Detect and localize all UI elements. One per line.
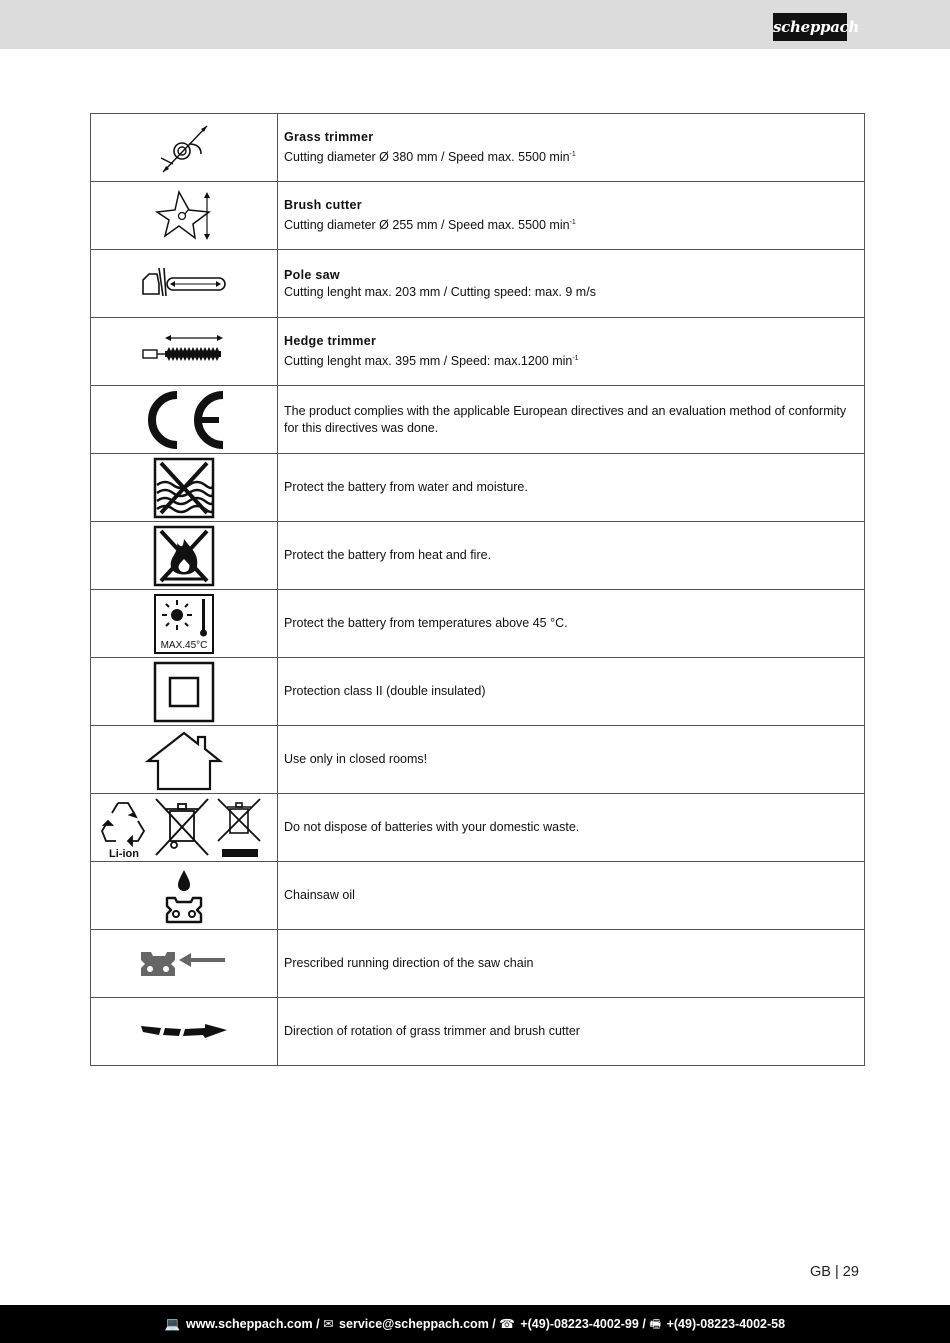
battery-disposal-icon [98,795,270,861]
footer-phone: +(49)-08223-4002-99 [520,1317,639,1331]
table-row [91,454,865,522]
page-number: GB | 29 [810,1264,859,1280]
item-description: Protection class II (double insulated) [278,658,865,726]
icon-label: MAX.45°C [160,639,208,651]
superscript: -1 [572,355,579,362]
item-description: Chainsaw oil [278,862,865,930]
no-water-icon [153,457,215,519]
brand-logo: scheppach [773,13,847,41]
protection-class-ii-icon [153,661,215,723]
table-row [91,998,865,1066]
table-row [91,930,865,998]
table-row [91,590,865,658]
item-title: Pole saw [284,267,340,282]
item-title: Brush cutter [284,198,362,212]
item-description: Do not dispose of batteries with your domestic waste. [278,794,865,862]
table-row [91,182,865,250]
item-description: Direction of rotation of grass trimmer and brush cutter [278,998,865,1066]
item-description: Prescribed running direction of the saw chain [278,930,865,998]
table-row [91,522,865,590]
small-bin-crossed-icon [218,799,260,841]
item-description: Protect the battery from heat and fire. [278,522,865,590]
pole-saw-icon [139,264,229,304]
item-description: Cutting diameter Ø 380 mm / Speed max. 5500 min [284,150,570,164]
table-row [91,318,865,386]
hedge-trimmer-icon [139,332,229,372]
item-description: Cutting lenght max. 203 mm / Cutting speed: max. 9 m/s [284,284,596,299]
table-row [91,658,865,726]
superscript: -1 [569,219,576,226]
table-row [91,862,865,930]
fax-icon: 🖷 [649,1317,662,1331]
no-fire-icon [153,525,215,587]
table-row [91,726,865,794]
table-row [91,794,865,862]
computer-icon: 💻 [164,1317,181,1331]
item-description: The product complies with the applicable European directives and an evaluation method of conformity for this directives was done. [278,386,865,454]
rotation-direction-icon [139,1020,229,1044]
table-row [91,114,865,182]
table-row [91,250,865,318]
table-row [91,386,865,454]
grass-trimmer-icon [149,118,219,178]
phone-icon: ☎ [499,1317,515,1331]
mail-icon: ✉ [323,1317,334,1331]
item-description: Cutting lenght max. 395 mm / Speed: max.1200 min [284,354,573,368]
chainsaw-oil-icon [159,868,209,924]
ce-mark-icon [139,389,229,451]
brush-cutter-icon [149,186,219,246]
item-description: Protect the battery from water and moisture. [278,454,865,522]
item-title: Hedge trimmer [284,334,377,348]
footer: 💻 www.scheppach.com / ✉ service@scheppach.com / ☎ +(49)-08223-4002-99 / 🖷 +(49)-08223-4002-58 [0,1305,950,1343]
max-temperature-icon [153,593,215,655]
house-icon [144,729,224,791]
superscript: -1 [569,151,576,158]
item-description: Cutting diameter Ø 255 mm / Speed max. 5500 min [284,218,570,232]
chain-direction-icon [139,944,229,984]
symbols-table [90,113,865,1066]
footer-fax: +(49)-08223-4002-58 [666,1317,786,1331]
icon-label: Li-ion [109,847,139,860]
item-description: Use only in closed rooms! [278,726,865,794]
bin-crossed-icon [156,799,208,855]
item-description: Protect the battery from temperatures above 45 °C. [278,590,865,658]
footer-email[interactable]: service@scheppach.com [339,1317,489,1331]
item-title: Grass trimmer [284,130,374,144]
recycle-icon [102,803,144,845]
footer-web[interactable]: www.scheppach.com [185,1317,313,1331]
